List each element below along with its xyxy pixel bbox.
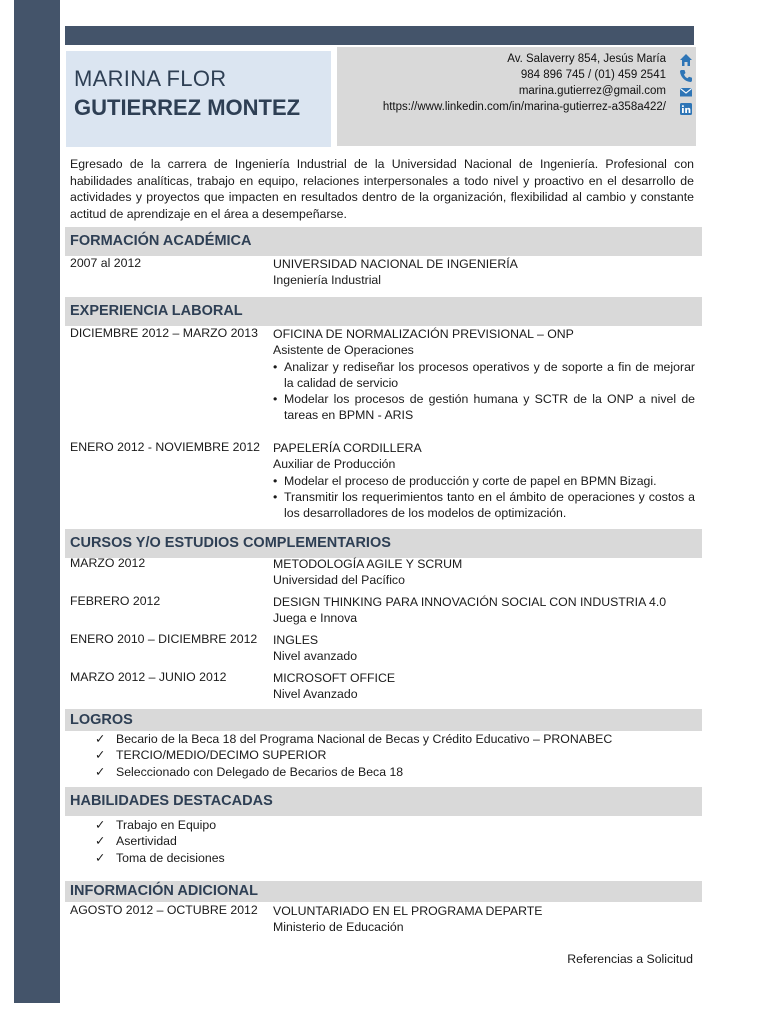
- first-name: MARINA FLOR: [74, 66, 227, 91]
- achievements-heading: LOGROS: [65, 709, 702, 731]
- mail-icon: [679, 85, 693, 99]
- checkmark-icon: ✓: [95, 748, 106, 763]
- contact-block: [337, 47, 696, 146]
- contact-phone: 984 896 745 / (01) 459 2541: [520, 69, 666, 81]
- education-heading: FORMACIÓN ACADÉMICA: [65, 227, 702, 256]
- achievements-list: [95, 731, 612, 780]
- skills-heading: HABILIDADES DESTACADAS: [65, 787, 702, 816]
- experience-date: ENERO 2012 - NOVIEMBRE 2012: [70, 440, 260, 454]
- phone-icon: [679, 69, 693, 83]
- experience-bullet: • Transmitir los requerimientos tanto en el ámbito de operaciones y costos a los desarrolladores de los modelos de optimización.: [273, 489, 695, 522]
- experience-entry: [273, 440, 695, 521]
- course-date: MARZO 2012 – JUNIO 2012: [70, 670, 227, 684]
- contact-address: Av. Salaverry 854, Jesús María: [507, 53, 666, 65]
- references-note: Referencias a Solicitud: [567, 952, 693, 966]
- education-entry: [273, 256, 695, 289]
- linkedin-icon: [679, 102, 693, 116]
- achievement-text: Becario de la Beca 18 del Programa Nacional de Becas y Crédito Educativo – PRONABEC: [116, 732, 613, 746]
- additional-entry: [273, 903, 695, 936]
- course-detail: Nivel Avanzado: [273, 687, 358, 702]
- course-entry: [273, 670, 695, 703]
- home-icon: [679, 53, 693, 67]
- list-item: [95, 850, 225, 866]
- additional-name: VOLUNTARIADO EN EL PROGRAMA DEPARTE: [273, 904, 543, 918]
- course-date: FEBRERO 2012: [70, 594, 161, 608]
- course-name: INGLES: [273, 633, 319, 647]
- experience-role: Asistente de Operaciones: [273, 343, 414, 358]
- checkmark-icon: ✓: [95, 818, 106, 832]
- experience-role: Auxiliar de Producción: [273, 457, 396, 472]
- experience-company: PAPELERÍA CORDILLERA: [273, 441, 422, 455]
- course-date: ENERO 2010 – DICIEMBRE 2012: [70, 632, 258, 646]
- course-name: DESIGN THINKING PARA INNOVACIÓN SOCIAL CON INDUSTRIA 4.0: [273, 595, 667, 609]
- profile-summary: Egresado de la carrera de Ingeniería Industrial de la Universidad Nacional de Ingeniería. Profesional con habilidades analíticas, trabajo en equipo, relaciones interpersonales a todo nivel y proactivo en el desarrollo de actividades y proyectos que impacten en resultados dentro de la organización, flexibilidad al cambio y constante actitud de aprendizaje en el área a desempeñarse.: [70, 157, 694, 221]
- top-header-bar: [65, 26, 694, 45]
- skills-list: [95, 817, 225, 866]
- education-institution: UNIVERSIDAD NACIONAL DE INGENIERÍA: [273, 257, 518, 271]
- courses-heading: CURSOS Y/O ESTUDIOS COMPLEMENTARIOS: [65, 529, 702, 558]
- list-item: [95, 731, 612, 747]
- list-item: [95, 833, 225, 849]
- contact-email[interactable]: marina.gutierrez@gmail.com: [518, 85, 666, 97]
- course-detail: Universidad del Pacífico: [273, 573, 405, 588]
- course-entry: [273, 594, 695, 627]
- education-degree: Ingeniería Industrial: [273, 273, 382, 288]
- course-detail: Juega e Innova: [273, 611, 358, 626]
- additional-heading: INFORMACIÓN ADICIONAL: [65, 881, 702, 902]
- achievement-text: Seleccionado con Delegado de Becarios de Beca 18: [116, 764, 404, 779]
- experience-bullet: • Analizar y rediseñar los procesos operativos y de soporte a fin de mejorar la calidad de servicio: [273, 359, 695, 392]
- left-sidebar-decoration: [14, 0, 60, 1003]
- skill-text: Asertividad: [116, 834, 177, 849]
- list-item: [95, 747, 612, 763]
- additional-date: AGOSTO 2012 – OCTUBRE 2012: [70, 903, 258, 917]
- course-date: MARZO 2012: [70, 556, 146, 570]
- course-detail: Nivel avanzado: [273, 649, 358, 664]
- experience-date: DICIEMBRE 2012 – MARZO 2013: [70, 326, 258, 340]
- course-entry: [273, 556, 695, 589]
- experience-bullet: • Modelar el proceso de producción y corte de papel en BPMN Bizagi.: [273, 473, 695, 489]
- list-item: [95, 764, 612, 780]
- experience-heading: EXPERIENCIA LABORAL: [65, 297, 702, 326]
- course-entry: [273, 632, 695, 665]
- skill-text: Toma de decisiones: [116, 850, 225, 865]
- checkmark-icon: ✓: [95, 764, 106, 779]
- experience-company: OFICINA DE NORMALIZACIÓN PREVISIONAL – ONP: [273, 327, 574, 341]
- course-name: MICROSOFT OFFICE: [273, 671, 396, 685]
- list-item: [95, 817, 225, 833]
- checkmark-icon: ✓: [95, 732, 106, 746]
- experience-entry: [273, 326, 695, 424]
- checkmark-icon: ✓: [95, 850, 106, 865]
- additional-detail: Ministerio de Educación: [273, 920, 404, 935]
- course-name: METODOLOGÍA AGILE Y SCRUM: [273, 557, 463, 571]
- education-date: 2007 al 2012: [70, 256, 142, 270]
- contact-linkedin[interactable]: https://www.linkedin.com/in/marina-gutierrez-a358a422/: [382, 101, 666, 113]
- experience-bullet: • Modelar los procesos de gestión humana y SCTR de la ONP a nivel de tareas en BPMN - ARIS: [273, 391, 695, 424]
- achievement-text: TERCIO/MEDIO/DECIMO SUPERIOR: [116, 748, 327, 763]
- skill-text: Trabajo en Equipo: [116, 818, 217, 832]
- last-name: GUTIERREZ MONTEZ: [74, 95, 301, 120]
- name-block: [66, 51, 331, 147]
- checkmark-icon: ✓: [95, 834, 106, 849]
